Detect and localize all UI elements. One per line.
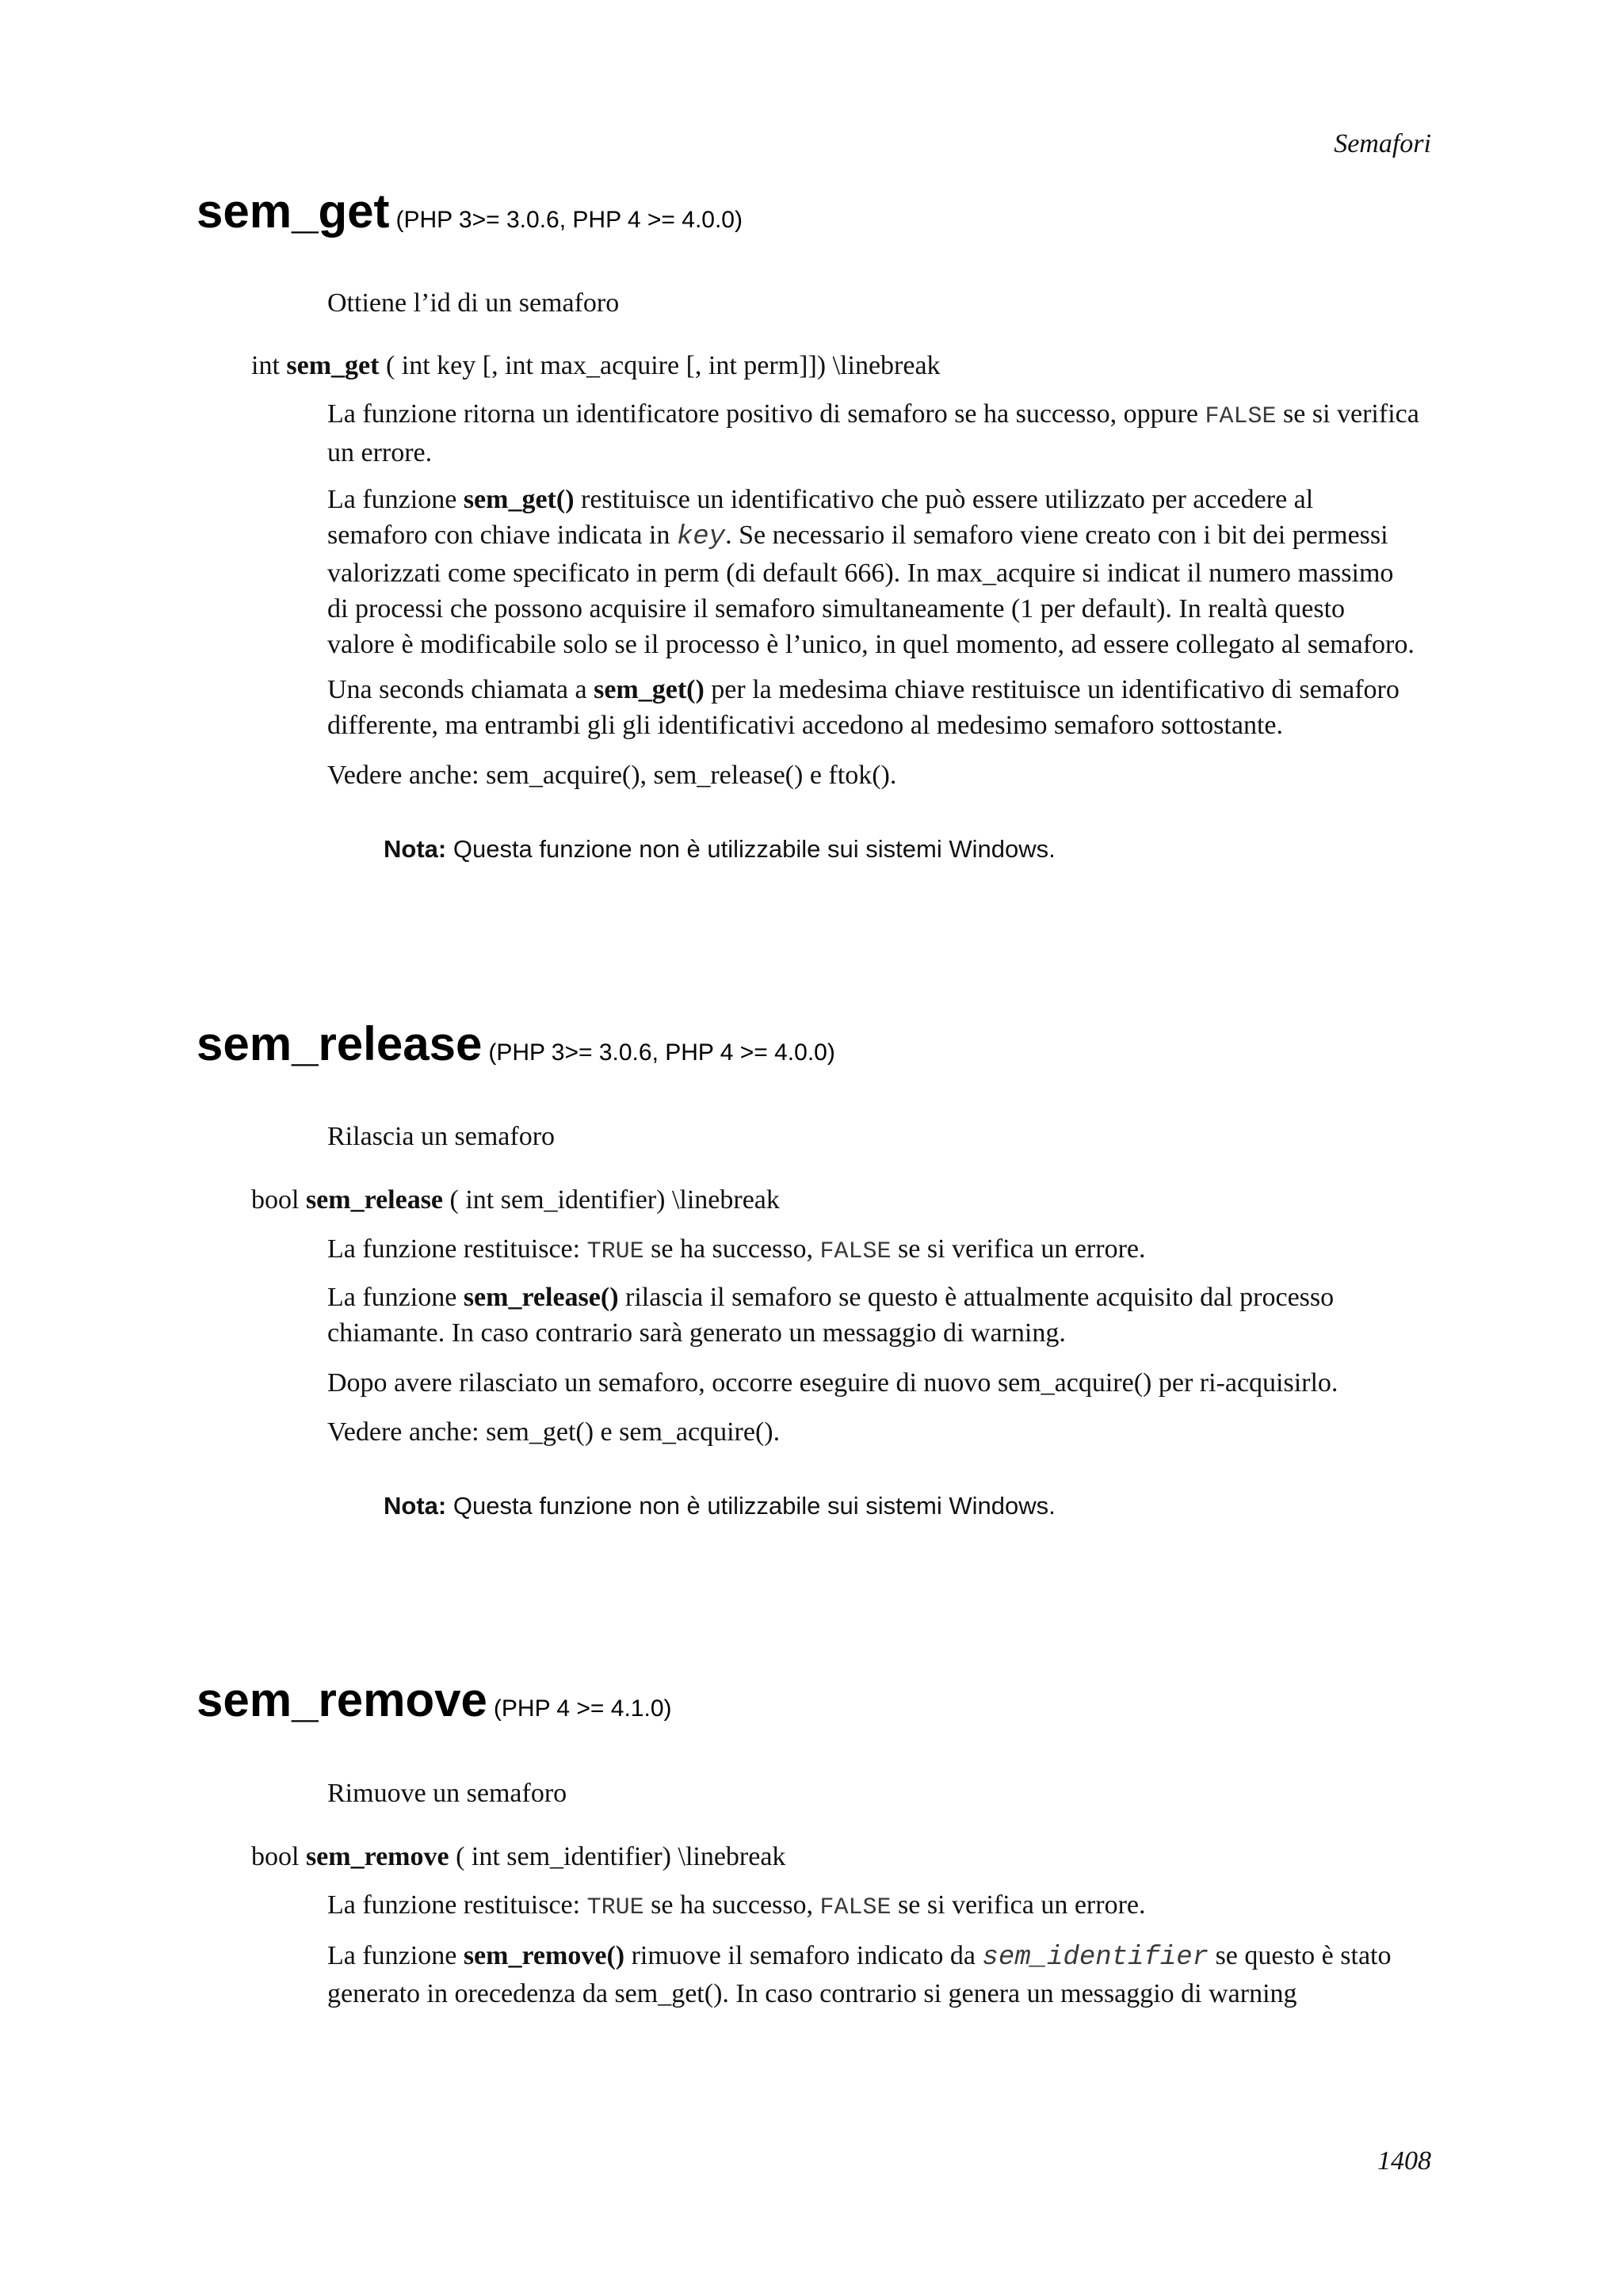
function-title <box>197 1017 835 1070</box>
text-run: se si verifica <box>1283 399 1419 429</box>
paragraph <box>327 1280 1334 1351</box>
constant: FALSE <box>1205 403 1277 430</box>
function-name: sem_release <box>197 1017 483 1070</box>
parameter-name: sem_identifier <box>982 1943 1209 1973</box>
note <box>384 1490 1056 1522</box>
purpose: Ottiene l’id di un semaforo <box>327 288 620 318</box>
note-label: Nota: <box>384 1492 447 1520</box>
constant: FALSE <box>819 1238 892 1265</box>
note <box>384 833 1056 865</box>
text-run: La funzione <box>327 1283 457 1312</box>
constant: FALSE <box>819 1894 892 1921</box>
page-number: 1408 <box>1377 2146 1431 2176</box>
see-also <box>327 1414 780 1450</box>
text-run: Una seconds chiamata a <box>327 675 587 704</box>
return-type: bool <box>251 1185 300 1215</box>
text-run: se questo è stato <box>1215 1941 1392 1970</box>
text-run: La funzione <box>327 485 457 514</box>
text-run: se si verifica un errore. <box>898 1890 1146 1920</box>
paragraph <box>327 1887 1146 1926</box>
note-label: Nota: <box>384 835 447 863</box>
parameter-name: key <box>676 522 726 552</box>
paragraph <box>327 672 1400 743</box>
synopsis-params: ( int sem_identifier) \linebreak <box>456 1842 786 1871</box>
paragraph <box>327 396 1419 471</box>
text-run: Dopo avere rilasciato un semaforo, occorre eseguire di nuovo sem_acquire() per ri-acquisirlo. <box>327 1368 1338 1398</box>
version-info: (PHP 3>= 3.0.6, PHP 4 >= 4.0.0) <box>488 1039 835 1066</box>
text-run: per la medesima chiave restituisce un identificativo di semaforo <box>711 675 1400 704</box>
text-run: La funzione <box>327 1941 457 1970</box>
see-also <box>327 757 896 793</box>
synopsis <box>251 1839 785 1875</box>
paragraph <box>327 1365 1338 1401</box>
constant: TRUE <box>586 1894 644 1921</box>
constant: TRUE <box>586 1238 644 1265</box>
return-type: bool <box>251 1842 300 1871</box>
return-type: int <box>251 351 280 380</box>
synopsis-params: ( int sem_identifier) \linebreak <box>449 1185 780 1215</box>
text-run: se ha successo, <box>651 1234 814 1264</box>
function-name: sem_remove <box>197 1673 487 1726</box>
text-run: La funzione restituisce: <box>327 1234 581 1264</box>
text-run: La funzione ritorna un identificatore positivo di semaforo se ha successo, oppure <box>327 399 1198 429</box>
version-info: (PHP 3>= 3.0.6, PHP 4 >= 4.0.0) <box>395 207 743 233</box>
paragraph <box>327 1938 1391 2012</box>
text-run: La funzione restituisce: <box>327 1890 581 1920</box>
text-run: di processi che possono acquisire il semaforo simultaneamente (1 per default). In realtà questo <box>327 594 1346 624</box>
text-run: chiamante. In caso contrario sarà generato un messaggio di warning. <box>327 1318 1066 1348</box>
synopsis-function-name: sem_get <box>286 351 380 380</box>
note-text: Questa funzione non è utilizzabile sui sistemi Windows. <box>453 835 1056 863</box>
version-info: (PHP 4 >= 4.1.0) <box>493 1695 672 1722</box>
synopsis-params: ( int key [, int max_acquire [, int perm]]) \linebreak <box>385 351 941 380</box>
note-text: Questa funzione non è utilizzabile sui sistemi Windows. <box>453 1492 1056 1520</box>
paragraph <box>327 1231 1146 1270</box>
text-run: semaforo con chiave indicata in <box>327 521 670 550</box>
text-run: restituisce un identificativo che può essere utilizzato per accedere al <box>581 485 1314 514</box>
purpose: Rilascia un semaforo <box>327 1122 556 1151</box>
synopsis <box>251 1182 780 1218</box>
text-run: un errore. <box>327 438 433 467</box>
function-ref: sem_remove() <box>463 1941 625 1970</box>
purpose: Rimuove un semaforo <box>327 1779 567 1808</box>
synopsis-function-name: sem_release <box>305 1185 444 1215</box>
synopsis <box>251 348 941 383</box>
text-run: . Se necessario il semaforo viene creato con i bit dei permessi <box>725 521 1388 550</box>
function-title <box>197 1673 672 1726</box>
function-ref: sem_get() <box>594 675 705 704</box>
text-run: se ha successo, <box>651 1890 814 1920</box>
text-run: Vedere anche: sem_acquire(), sem_release() e ftok(). <box>327 761 897 790</box>
text-run: valorizzati come specificato in perm (di default 666). In max_acquire si indicat il numero massimo <box>327 559 1394 588</box>
text-run: rimuove il semaforo indicato da <box>631 1941 976 1970</box>
text-run: valore è modificabile solo se il processo è l’unico, in quel momento, ad essere collegato al semaforo. <box>327 630 1415 659</box>
paragraph <box>327 482 1415 662</box>
text-run: rilascia il semaforo se questo è attualmente acquisito dal processo <box>625 1283 1335 1312</box>
function-ref: sem_get() <box>463 485 575 514</box>
text-run: generato in orecedenza da sem_get(). In caso contrario si genera un messaggio di warning <box>327 1979 1297 2008</box>
text-run: se si verifica un errore. <box>898 1234 1146 1264</box>
function-title <box>197 185 743 238</box>
function-ref: sem_release() <box>463 1283 619 1312</box>
synopsis-function-name: sem_remove <box>305 1842 449 1871</box>
text-run: differente, ma entrambi gli gli identificativi accedono al medesimo semaforo sottostante. <box>327 711 1283 740</box>
text-run: Vedere anche: sem_get() e sem_acquire(). <box>327 1417 781 1447</box>
function-name: sem_get <box>197 185 390 238</box>
running-title: Semafori <box>1334 129 1431 158</box>
